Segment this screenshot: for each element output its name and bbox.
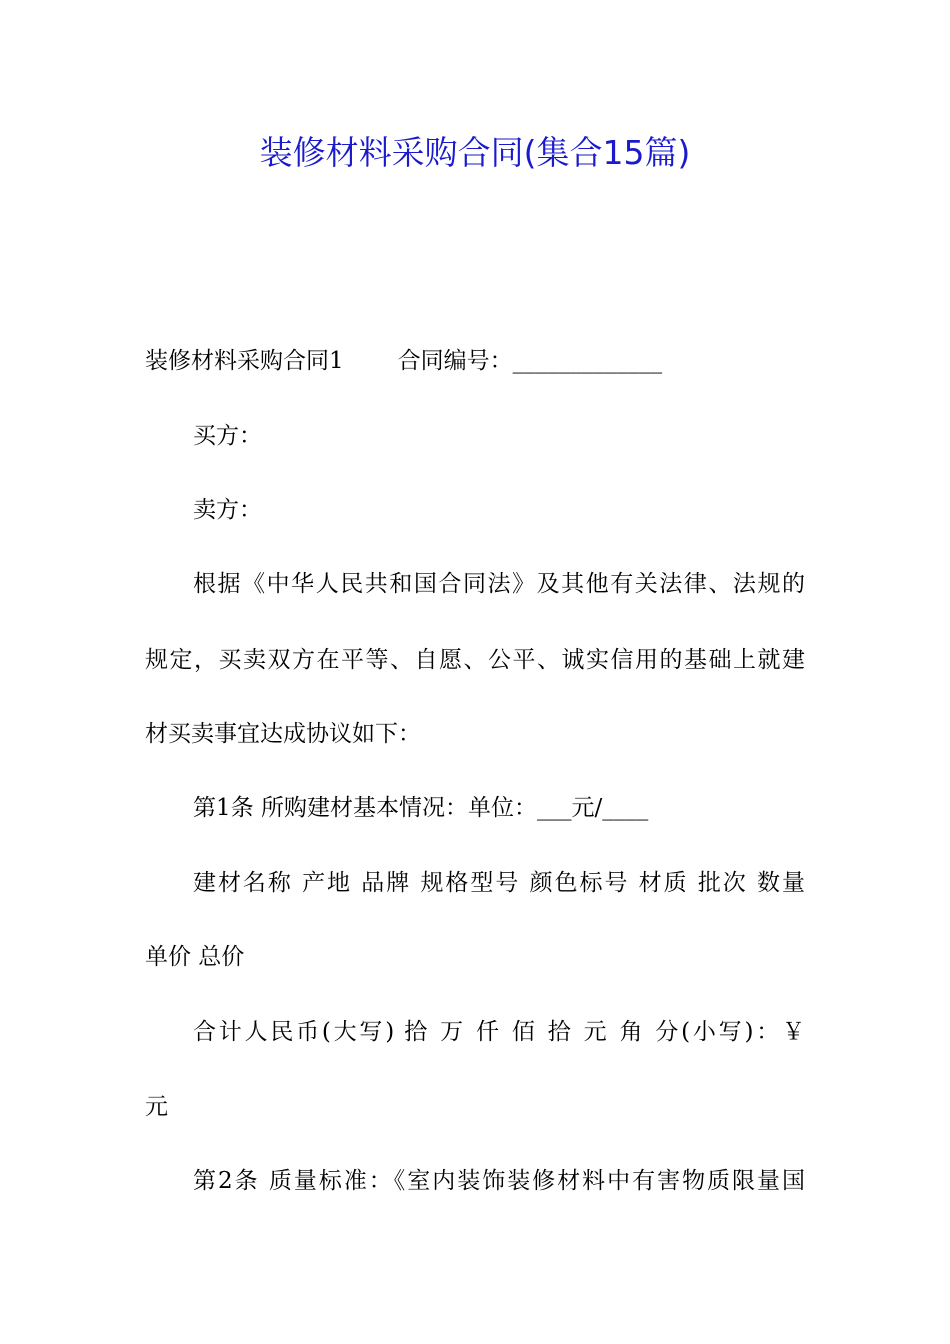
document-title: 装修材料采购合同(集合15篇) (259, 133, 691, 172)
paragraph-line: 规定，买卖双方在平等、自愿、公平、诚实信用的基础上就建 (145, 647, 805, 673)
contract-number-field: 合同编号：_____________ (397, 348, 663, 374)
buyer-label: 买方： (193, 423, 262, 449)
seller-label: 卖方： (193, 497, 262, 523)
article-1: 第1条 所购建材基本情况：单位：___元/____ (193, 795, 649, 821)
paragraph-line: 根据《中华人民共和国合同法》及其他有关法律、法规的 (193, 571, 805, 597)
table-columns-line: 建材名称 产地 品牌 规格型号 颜色标号 材质 批次 数量 (193, 870, 805, 896)
article-2: 第2条 质量标准：《室内装饰装修材料中有害物质限量国 (193, 1168, 805, 1194)
total-amount-line: 元 (145, 1094, 168, 1120)
paragraph-line: 材买卖事宜达成协议如下： (145, 721, 421, 747)
contract-heading (145, 345, 662, 377)
contract-heading-title: 装修材料采购合同1 (145, 348, 344, 374)
table-columns-line: 单价 总价 (145, 944, 245, 970)
total-amount-line: 合计人民币(大写) 拾 万 仟 佰 拾 元 角 分(小写)：￥ (193, 1019, 805, 1045)
